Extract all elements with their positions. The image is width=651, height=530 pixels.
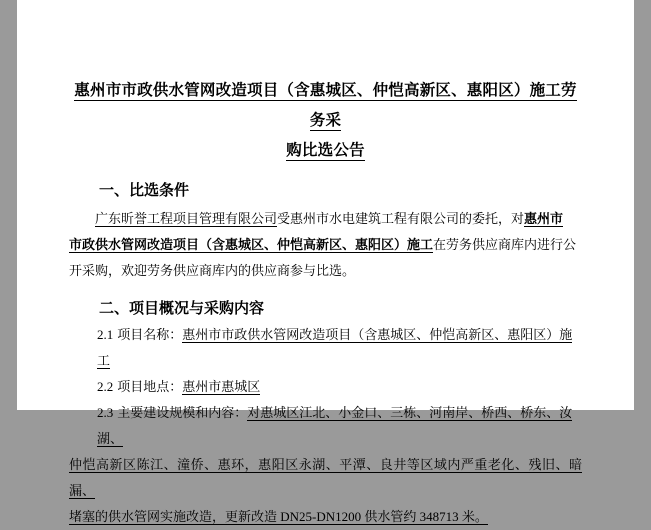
document-title-line-1: 惠州市市政供水管网改造项目（含惠城区、仲恺高新区、惠阳区）施工劳务采 [74, 82, 577, 129]
document-title [69, 76, 582, 166]
item-label-22: 项目地点： [117, 379, 183, 394]
document-title-line-2: 购比选公告 [286, 142, 365, 159]
item-number-21: 2.1 [97, 327, 114, 342]
section-1-paragraph-line-3 [69, 258, 582, 284]
item-23-text-3: 堵塞的供水管网实施改造，更新改造 DN25-DN1200 供水管约 348713 米。 [69, 509, 488, 524]
section-1-text-f: 在劳务供应商库内进行公 [433, 237, 577, 252]
item-label-23: 主要建设规模和内容： [117, 405, 248, 420]
item-number-23: 2.3 [97, 405, 114, 420]
item-value-21: 惠州市市政供水管网改造项目（含惠城区、仲恺高新区、惠阳区）施工 [97, 327, 573, 368]
project-name-inline-1: 惠州市 [524, 211, 564, 226]
project-name-inline-3: 施工 [407, 237, 434, 252]
section-1-text-g: 开采购，欢迎劳务供应商库内的供应商参与比选。 [69, 263, 356, 278]
item-23-line-3 [69, 504, 582, 530]
item-number-22: 2.2 [97, 379, 114, 394]
section-heading-2: 二、项目概况与采购内容 [99, 301, 265, 317]
section-1-paragraph-line-2 [69, 232, 582, 258]
project-name-inline-2: 市政供水管网改造项目（含惠城区、仲恺高新区、惠阳区） [69, 237, 408, 252]
section-1-text-b: 受惠州市水电建筑工程有限公司的委托，对 [277, 211, 525, 226]
item-23-line-2 [69, 452, 582, 504]
agency-name: 广东昕誉工程项目管理有限公司 [95, 211, 278, 226]
list-item [97, 374, 582, 400]
item-value-23: 对惠城区江北、小金口、三栋、河南岸、桥西、桥东、汝湖、 [97, 405, 573, 446]
item-23-text-2: 仲恺高新区陈江、潼侨、惠环，惠阳区永湖、平潭、良井等区域内严重老化、残旧、暗漏、 [69, 457, 582, 498]
section-heading-1: 一、比选条件 [99, 183, 190, 199]
list-item [97, 322, 582, 374]
section-1-paragraph [69, 206, 582, 232]
document-body [17, 76, 634, 530]
item-label-21: 项目名称： [117, 327, 183, 342]
item-value-22: 惠州市惠城区 [182, 379, 261, 394]
document-page [17, 0, 634, 524]
list-item [97, 400, 582, 452]
